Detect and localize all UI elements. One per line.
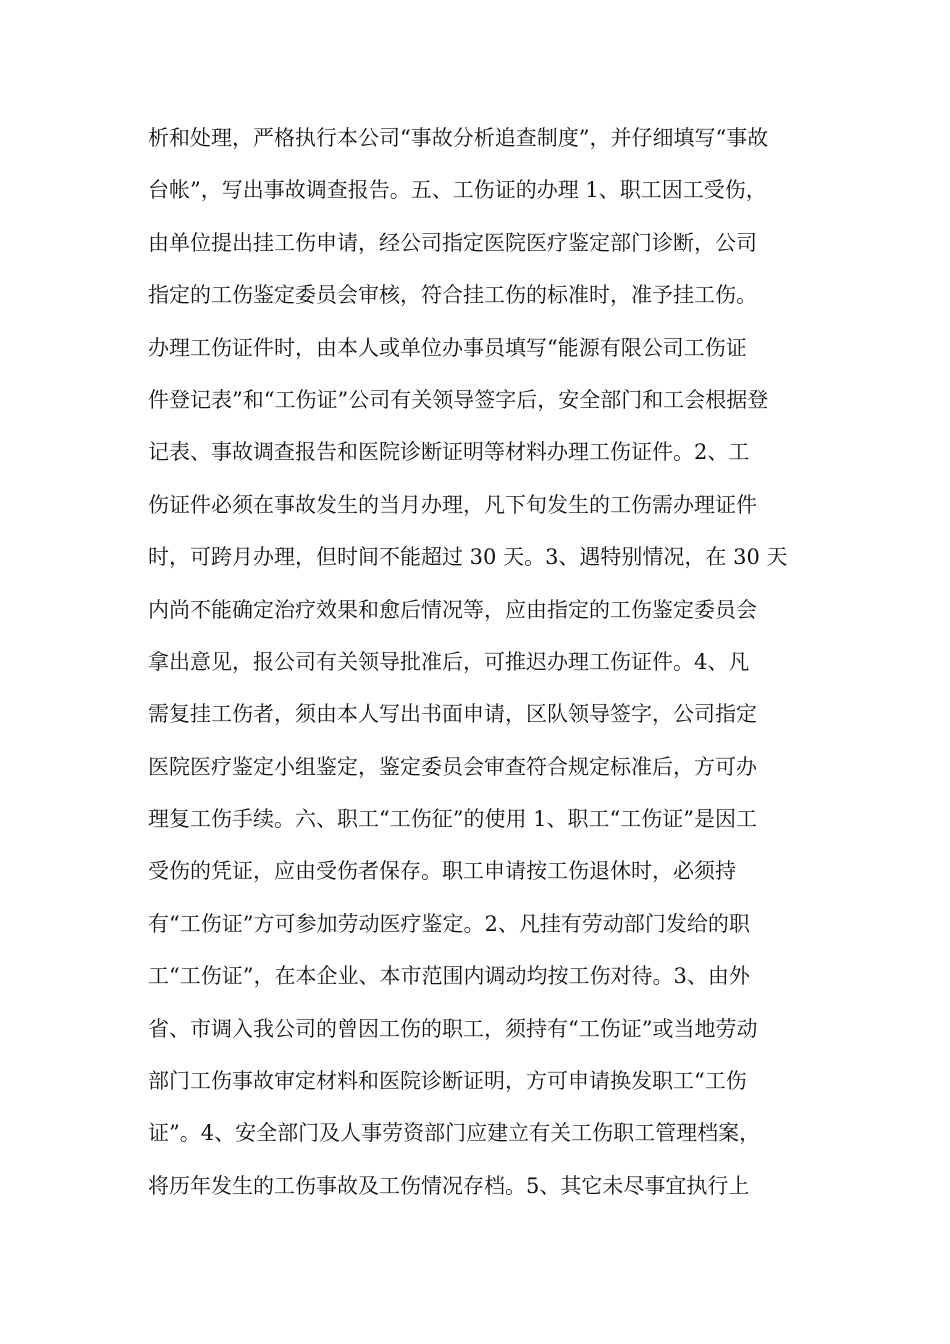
text-line: 需复挂工伤者，须由本人写出书面申请，区队领导签字，公司指定 — [148, 702, 757, 727]
text-line: 台帐”，写出事故调查报告。五、工伤证的办理 1、职工因工受伤， — [148, 178, 767, 203]
text-line: 伤证件必须在事故发生的当月办理，凡下旬发生的工伤需办理证件 — [148, 492, 757, 517]
text-line: 理复工伤手续。六、职工“工伤征”的使用 1、职工“工伤证”是因工 — [148, 807, 757, 832]
text-line: 部门工伤事故审定材料和医院诊断证明，方可申请换发职工“工伤 — [148, 1069, 747, 1094]
text-line: 件登记表”和“工伤证”公司有关领导签字后，安全部门和工会根据登 — [148, 387, 769, 412]
text-line: 办理工伤证件时，由本人或单位办事员填写“能源有限公司工伤证 — [148, 335, 747, 360]
text-line: 析和处理，严格执行本公司“事故分析追查制度”，并仔细填写“事故 — [148, 126, 769, 150]
text-line: 时，可跨月办理，但时间不能超过 30 天。3、遇特别情况，在 30 天 — [148, 545, 788, 570]
text-line: 拿出意见，报公司有关领导批准后，可推迟办理工伤证件。4、凡 — [148, 649, 750, 674]
body-text — [148, 116, 808, 1216]
text-line: 指定的工伤鉴定委员会审核，符合挂工伤的标准时，准予挂工伤。 — [148, 283, 757, 308]
text-line: 将历年发生的工伤事故及工伤情况存档。5、其它未尽事宜执行上 — [148, 1173, 750, 1198]
text-line: 有“工伤证”方可参加劳动医疗鉴定。2、凡挂有劳动部门发给的职 — [148, 911, 750, 936]
text-line: 记表、事故调查报告和医院诊断证明等材料办理工伤证件。2、工 — [148, 440, 750, 465]
text-line: 受伤的凭证，应由受伤者保存。职工申请按工伤退休时，必须持 — [148, 859, 736, 884]
text-line: 证”。4、安全部门及人事劳资部门应建立有关工伤职工管理档案， — [148, 1121, 761, 1146]
text-line: 工“工伤证”，在本企业、本市范围内调动均按工伤对待。3、由外 — [148, 964, 750, 989]
text-line: 省、市调入我公司的曾因工伤的职工，须持有“工伤证”或当地劳动 — [148, 1016, 758, 1041]
text-line: 由单位提出挂工伤申请，经公司指定医院医疗鉴定部门诊断，公司 — [148, 230, 757, 255]
text-line: 内尚不能确定治疗效果和愈后情况等，应由指定的工伤鉴定委员会 — [148, 597, 757, 622]
text-line: 医院医疗鉴定小组鉴定，鉴定委员会审查符合规定标准后，方可办 — [148, 754, 757, 779]
